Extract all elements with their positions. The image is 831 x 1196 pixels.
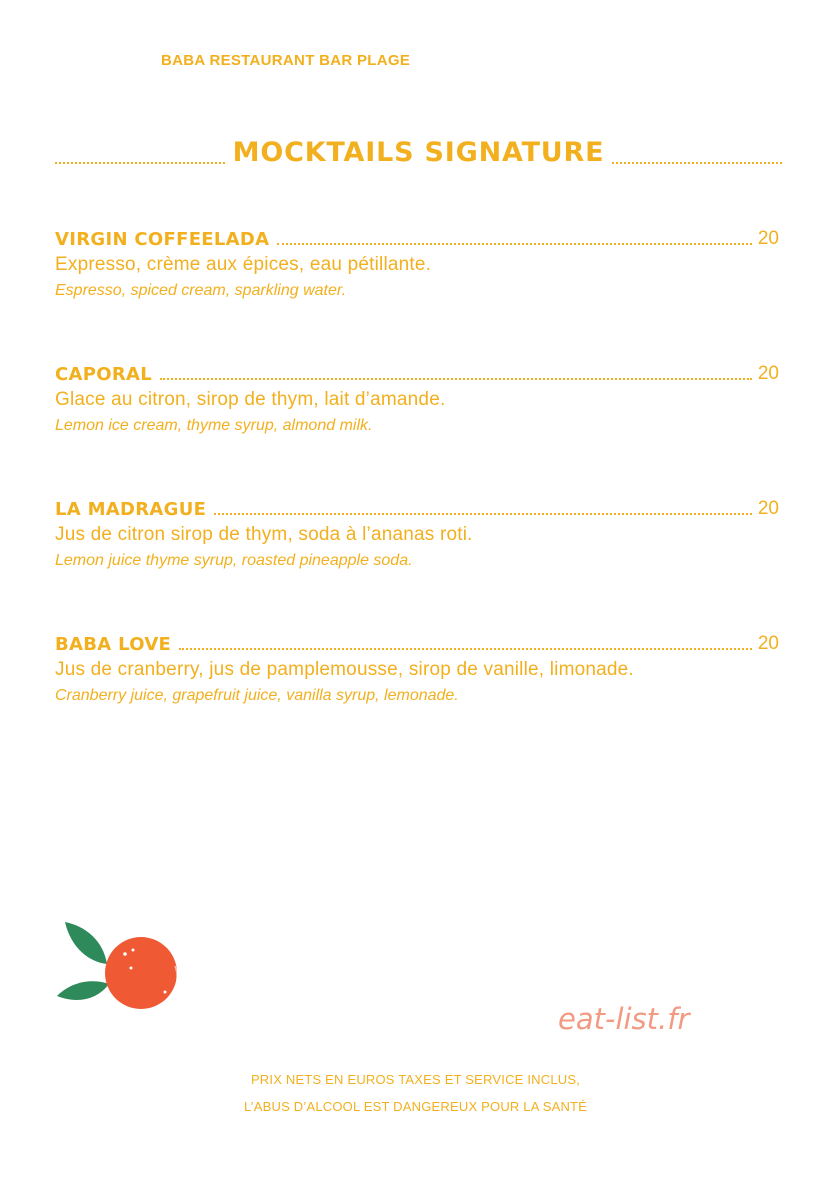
item-leader-dots — [179, 648, 752, 650]
item-leader-dots — [277, 243, 752, 245]
footer-prices-note: PRIX NETS EN EUROS TAXES ET SERVICE INCLUS, — [250, 1072, 581, 1087]
item-description-en: Espresso, spiced cream, sparkling water. — [55, 282, 347, 299]
item-name: CAPORAL — [55, 364, 152, 385]
item-price: 20 — [757, 498, 779, 519]
orange-fruit-icon — [55, 918, 185, 1018]
menu-item-baba-love — [55, 631, 779, 705]
item-description-fr: Expresso, crème aux épices, eau pétillante. — [55, 254, 432, 275]
item-description-fr: Jus de citron sirop de thym, soda à l’ananas roti. — [55, 524, 473, 545]
item-leader-dots — [214, 513, 752, 515]
item-description-en: Lemon juice thyme syrup, roasted pineapple soda. — [55, 552, 413, 569]
section-header — [55, 133, 782, 173]
menu-item-virgin-coffeelada — [55, 226, 779, 300]
menu-item-caporal — [55, 361, 779, 435]
section-leader-right — [612, 162, 782, 164]
item-description-en: Lemon ice cream, thyme syrup, almond milk. — [55, 417, 373, 434]
menu-item-la-madrague — [55, 496, 779, 570]
item-leader-dots — [160, 378, 752, 380]
item-price: 20 — [757, 633, 779, 654]
item-name: BABA LOVE — [55, 634, 172, 655]
item-description-fr: Glace au citron, sirop de thym, lait d’amande. — [55, 389, 446, 410]
footer-alcohol-warning: L’ABUS D’ALCOOL EST DANGEREUX POUR LA SANTÉ — [243, 1099, 588, 1114]
item-description-fr: Jus de cranberry, jus de pamplemousse, sirop de vanille, limonade. — [55, 659, 634, 680]
item-description-en: Cranberry juice, grapefruit juice, vanilla syrup, lemonade. — [55, 687, 459, 704]
item-name: VIRGIN COFFEELADA — [55, 229, 270, 250]
restaurant-name: BABA RESTAURANT BAR PLAGE — [161, 52, 411, 69]
item-price: 20 — [757, 363, 779, 384]
section-title: MOCKTAILS SIGNATURE — [232, 137, 605, 168]
watermark: eat-list.fr — [558, 1002, 690, 1036]
item-name: LA MADRAGUE — [55, 499, 207, 520]
item-price: 20 — [757, 228, 779, 249]
section-leader-left — [55, 162, 225, 164]
